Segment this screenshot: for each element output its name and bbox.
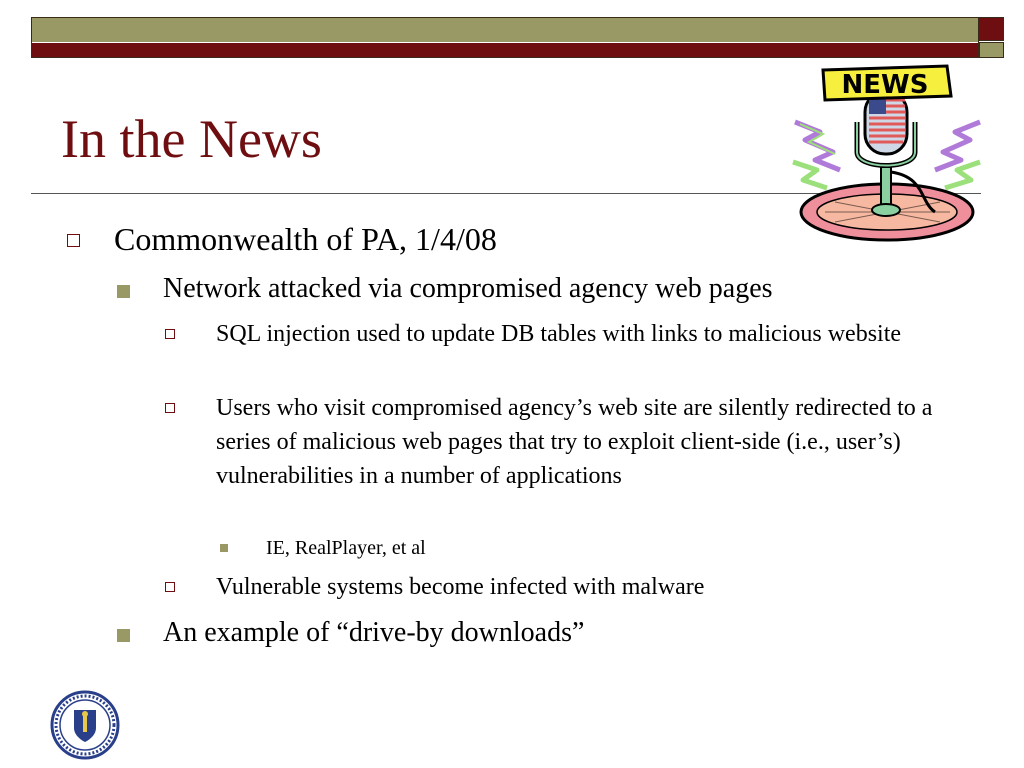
massachusetts-seal-icon (50, 690, 120, 760)
bullet-hollow-icon (165, 403, 175, 413)
bullet-hollow-icon (67, 234, 80, 247)
bullet-solid-icon (220, 544, 228, 552)
bullet-vulnerable-systems: Vulnerable systems become infected with malware (216, 574, 705, 600)
bullet-ie-realplayer: IE, RealPlayer, et al (266, 537, 426, 559)
bullet-hollow-icon (165, 329, 175, 339)
bullet-commonwealth-pa: Commonwealth of PA, 1/4/08 (114, 221, 497, 257)
bullet-solid-icon (117, 629, 130, 642)
header-corner-maroon (979, 17, 1004, 41)
bullet-users-redirected: Users who visit compromised agency’s web site are silently redirected to a series of malicious web pages that try to exploit client-side (i.e., user’s) vulnerabilities in a number of applications (216, 395, 933, 489)
news-sign-text: NEWS (841, 70, 929, 100)
bullet-sql-injection: SQL injection used to update DB tables with links to malicious website (216, 321, 902, 347)
header-bar-maroon (32, 43, 978, 57)
bullet-solid-icon (117, 285, 130, 298)
bullet-drive-by-downloads: An example of “drive-by downloads” (163, 617, 585, 648)
news-microphone-clipart-icon (785, 62, 985, 242)
header-bar-olive (32, 18, 978, 42)
slide-title: In the News (61, 109, 322, 169)
header-corner-olive (979, 42, 1004, 58)
bullet-network-attacked: Network attacked via compromised agency web pages (163, 273, 773, 304)
bullet-hollow-icon (165, 582, 175, 592)
